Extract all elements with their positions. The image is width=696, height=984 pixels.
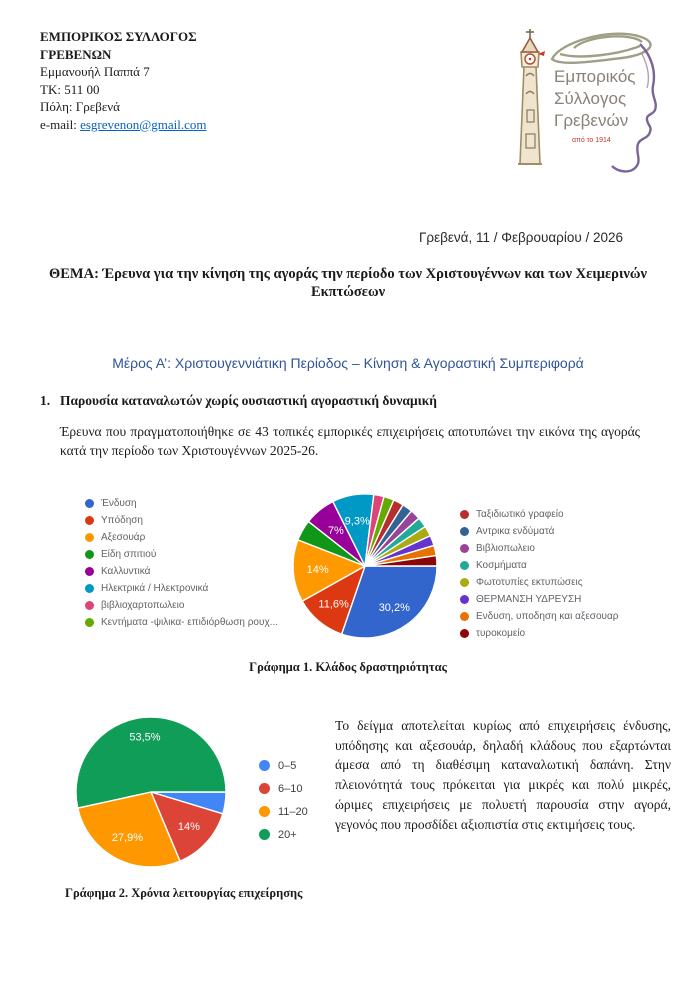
legend-color-dot xyxy=(85,499,94,508)
legend-label: 20+ xyxy=(278,828,297,841)
legend-label: Καλλυντικά xyxy=(101,566,151,577)
legend-color-dot xyxy=(85,550,94,559)
pie-percentage-label: 27,9% xyxy=(111,832,144,845)
chart1-pie xyxy=(290,489,440,650)
legend-label: Αξεσουάρ xyxy=(101,532,146,543)
legend-item xyxy=(460,608,660,625)
legend-label: τυροκομείο xyxy=(476,628,526,639)
email-label: e-mail: xyxy=(40,116,81,132)
sample-paragraph: Το δείγμα αποτελείται κυρίως από επιχειρήσεις ένδυσης, υπόδησης και αξεσουάρ, δηλαδή κλάδους που εξαρτώνται άμεσα από τη διαθέσιμη καταναλωτική δαπάνη. Στην πλειονότητά τους πρόκειται για μικρές και πολύ μικρές, ώριμες επιχειρήσεις με πολυετή παρουσία στην αγορά, γεγονός που προσδίδει αξιοπιστία στις εκτιμήσεις τους. xyxy=(335,718,671,832)
pie-percentage-label: 7% xyxy=(327,525,344,538)
email-link[interactable]: esgrevenon@gmail.com xyxy=(80,116,207,132)
legend-color-dot xyxy=(460,595,469,604)
legend-label: Ένδυση xyxy=(101,498,137,509)
legend-label: 11–20 xyxy=(278,805,308,818)
legend-color-dot xyxy=(85,618,94,627)
chart1-legend-left xyxy=(85,485,290,631)
legend-color-dot xyxy=(259,829,270,840)
logo-text xyxy=(554,67,635,144)
org-email-line xyxy=(40,116,207,134)
legend-label: Βιβλιοπωλειο xyxy=(476,543,535,554)
legend-color-dot xyxy=(259,806,270,817)
legend-label: βιβλιοχαρτοπωλειο xyxy=(101,600,185,611)
legend-item xyxy=(85,563,290,580)
org-header xyxy=(40,28,207,133)
legend-item xyxy=(85,597,290,614)
pie-percentage-label: 14% xyxy=(306,564,329,577)
legend-item xyxy=(460,540,660,557)
legend-label: Υπόδηση xyxy=(101,515,143,526)
legend-label: Ενδυση, υποδηση και αξεσουαρ xyxy=(476,611,619,622)
chart2-pie xyxy=(73,712,229,873)
hat-icon xyxy=(552,34,651,63)
legend-label: Αντρικα ενδύματά xyxy=(476,526,555,537)
document-subject: ΘΕΜΑ: Έρευνα για την κίνηση της αγοράς την περίοδο των Χριστουγέννων και των Χειμερινών Εκπτώσεων xyxy=(48,266,647,300)
legend-label: Φωτοτυπίες εκτυπώσεις xyxy=(476,577,583,588)
chart1-activity-sector xyxy=(85,485,660,650)
legend-item xyxy=(259,754,321,777)
chart1-caption: Γράφημα 1. Κλάδος δραστηριότητας xyxy=(249,660,447,674)
item1-heading xyxy=(40,393,656,409)
legend-color-dot xyxy=(85,567,94,576)
item1-title: Παρουσία καταναλωτών χωρίς ουσιαστική αγοραστική δυναμική xyxy=(60,393,437,408)
legend-color-dot xyxy=(85,533,94,542)
pie-percentage-label: 53,5% xyxy=(129,731,161,744)
pie-percentage-label: 9,3% xyxy=(344,515,370,528)
logo-line3: Γρεβενών xyxy=(554,111,629,130)
legend-label: 6–10 xyxy=(278,782,303,795)
legend-item xyxy=(460,557,660,574)
legend-color-dot xyxy=(460,629,469,638)
legend-label: Ηλεκτρικά / Ηλεκτρονικά xyxy=(101,583,209,594)
legend-label: Ταξιδιωτικό γραφείο xyxy=(476,509,564,520)
pie-percentage-label: 30,2% xyxy=(378,601,410,614)
legend-item xyxy=(460,523,660,540)
legend-label: ΘΕΡΜΑΝΣΗ ΥΔΡΕΥΣΗ xyxy=(476,594,582,605)
legend-color-dot xyxy=(460,612,469,621)
legend-item xyxy=(460,506,660,523)
org-logo xyxy=(490,14,668,182)
legend-color-dot xyxy=(460,578,469,587)
legend-color-dot xyxy=(460,510,469,519)
document-date: Γρεβενά, 11 / Φεβρουαρίου / 2026 xyxy=(418,230,623,245)
legend-item xyxy=(259,800,321,823)
pie-percentage-label: 11,6% xyxy=(318,598,349,611)
pie-percentage-label: 14% xyxy=(177,821,200,833)
chart2-legend xyxy=(259,706,321,846)
legend-color-dot xyxy=(460,544,469,553)
legend-item xyxy=(460,625,660,642)
org-name-line1: ΕΜΠΟΡΙΚΟΣ ΣΥΛΛΟΓΟΣ xyxy=(40,29,197,44)
org-postal-code: ΤΚ: 511 00 xyxy=(40,81,100,97)
item1-paragraph: Έρευνα που πραγματοποιήθηκε σε 43 τοπικές εμπορικές επιχειρήσεις αποτυπώνει την εικόνα της αγοράς κατά την περίοδο των Χριστουγέννων 2025-26. xyxy=(60,424,640,458)
legend-item xyxy=(85,580,290,597)
legend-color-dot xyxy=(460,527,469,536)
legend-color-dot xyxy=(85,516,94,525)
org-city: Πόλη: Γρεβενά xyxy=(40,99,120,114)
org-address: Εμμανουήλ Παππά 7 xyxy=(40,64,150,79)
legend-color-dot xyxy=(85,584,94,593)
legend-item xyxy=(460,591,660,608)
legend-label: 0–5 xyxy=(278,759,297,772)
legend-item xyxy=(85,614,290,631)
chart2-years-of-operation xyxy=(73,706,671,873)
section-a-heading: Μέρος Α’: Χριστουγεννιάτικη Περίοδος – Κίνηση & Αγοραστική Συμπεριφορά xyxy=(112,355,584,371)
logo-line1: Εμπορικός xyxy=(554,67,636,86)
legend-item xyxy=(85,529,290,546)
legend-label: Κοσμήματα xyxy=(476,560,527,571)
clock-tower-icon xyxy=(518,29,545,164)
legend-item xyxy=(85,495,290,512)
logo-graphic xyxy=(490,14,668,182)
legend-item xyxy=(259,777,321,800)
chart1-legend-right xyxy=(460,485,660,642)
legend-item xyxy=(85,512,290,529)
legend-label: Κεντήματα -ψιλικα- επιδιόρθωση ρουχ... xyxy=(101,617,279,628)
chart2-caption: Γράφημα 2. Χρόνια λειτουργίας επιχείρησης xyxy=(65,886,303,900)
logo-since: από το 1914 xyxy=(572,137,611,144)
logo-line2: Σύλλογος xyxy=(554,89,627,108)
legend-item xyxy=(259,823,321,846)
org-name-line2: ΓΡΕΒΕΝΩΝ xyxy=(40,46,112,62)
legend-item xyxy=(460,574,660,591)
legend-color-dot xyxy=(85,601,94,610)
legend-color-dot xyxy=(259,783,270,794)
item1-number: 1. xyxy=(40,393,51,408)
legend-color-dot xyxy=(259,760,270,771)
legend-color-dot xyxy=(460,561,469,570)
legend-label: Είδη σπιτιού xyxy=(101,549,157,560)
legend-item xyxy=(85,546,290,563)
